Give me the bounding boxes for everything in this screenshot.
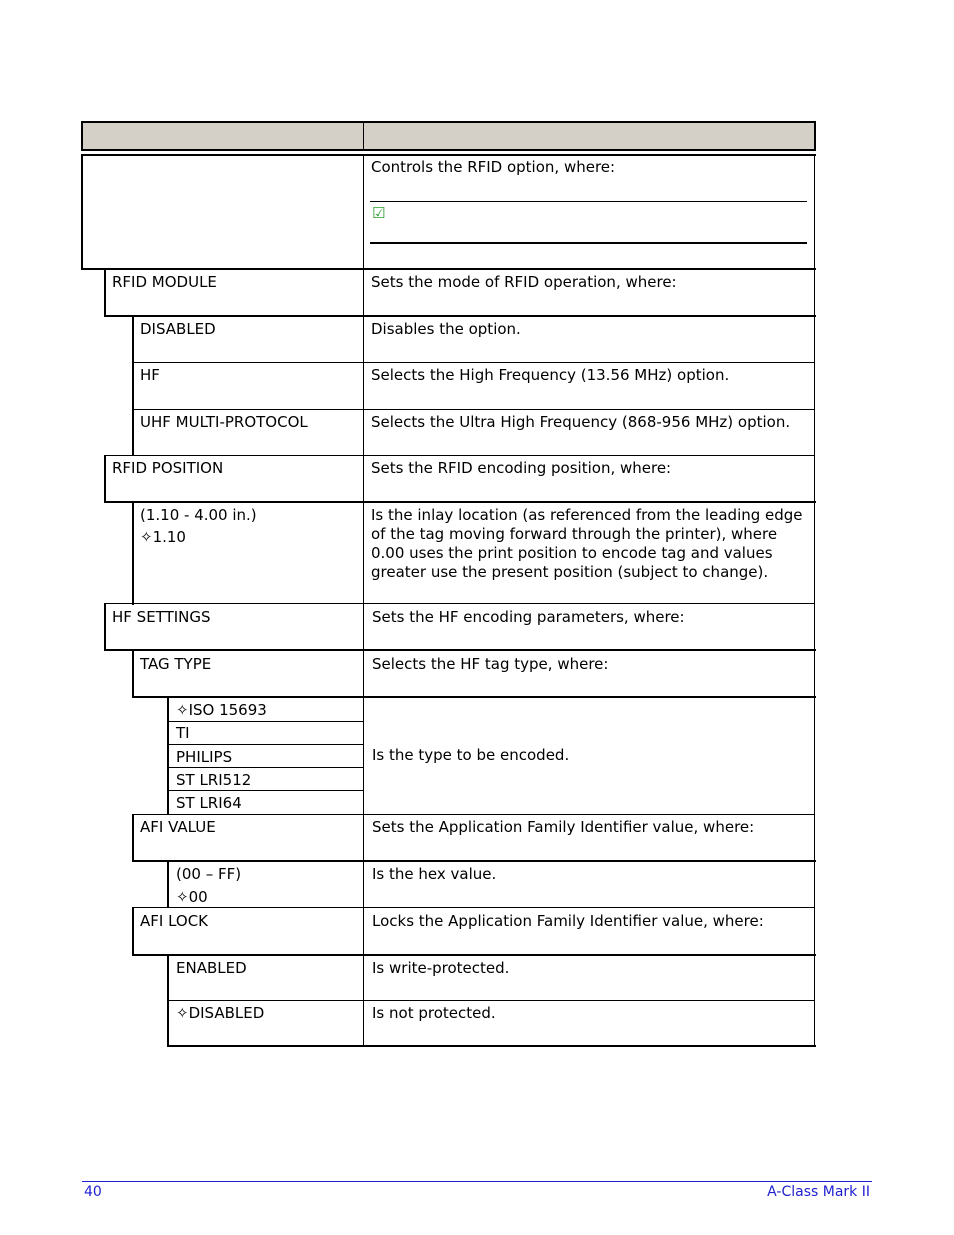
right-border	[814, 154, 815, 1047]
row-rule	[167, 1000, 815, 1001]
row-label-afi-range: (00 – FF)	[176, 865, 242, 883]
tag-option-iso15693: ✧ISO 15693	[176, 701, 267, 719]
option-rule	[167, 767, 364, 768]
row-rule	[132, 362, 815, 363]
row-label-position-default: ✧1.10	[140, 528, 186, 546]
row-desc-tag-options: Is the type to be encoded.	[372, 746, 570, 764]
manual-title: A-Class Mark II	[767, 1184, 870, 1200]
row-desc-tag-type: Selects the HF tag type, where:	[372, 655, 609, 673]
footer-rule	[82, 1181, 872, 1182]
intro-left-border	[81, 154, 83, 270]
row-label-afi-value: AFI VALUE	[140, 818, 216, 836]
intro-description: Controls the RFID option, where:	[371, 158, 616, 176]
row-rule	[104, 315, 816, 317]
tag-option-ti: TI	[176, 724, 190, 742]
tag-option-philips: PHILIPS	[176, 748, 233, 766]
row-rule	[132, 696, 816, 698]
row-desc-uhf: Selects the Ultra High Frequency (868-956 MHz) option.	[371, 413, 791, 431]
row-label-disabled: DISABLED	[140, 320, 216, 338]
row-rule	[104, 603, 815, 604]
row-desc-afi-value: Sets the Application Family Identifier value, where:	[372, 818, 755, 836]
row-label-rfid-module: RFID MODULE	[112, 273, 217, 291]
option-rule	[167, 721, 364, 722]
note-top-rule	[370, 201, 807, 202]
row-label-afi-lock: AFI LOCK	[140, 912, 209, 930]
row-label-hf-settings: HF SETTINGS	[112, 608, 211, 626]
row-rule	[104, 649, 816, 651]
option-rule	[167, 744, 364, 745]
row-desc-position-range: Is the inlay location (as referenced from the leading edge of the tag moving forward through the printer), where 0.00 uses the print position to encode tag and values greater use the present position (subject to change).	[371, 506, 803, 581]
checkmark-note-icon: ☑	[372, 204, 386, 222]
row-rule	[132, 860, 816, 862]
row-rule	[132, 814, 815, 815]
row-label-rfid-position: RFID POSITION	[112, 459, 224, 477]
row-desc-hf-settings: Sets the HF encoding parameters, where:	[372, 608, 685, 626]
row-rule	[132, 409, 815, 410]
row-desc-rfid-position: Sets the RFID encoding position, where:	[371, 459, 672, 477]
tag-option-st-lri512: ST LRI512	[176, 771, 252, 789]
table-bottom-rule	[167, 1045, 816, 1047]
option-rule	[167, 790, 364, 791]
row-label-afi-disabled: ✧DISABLED	[176, 1004, 265, 1022]
row-desc-disabled: Disables the option.	[371, 320, 521, 338]
row-label-tag-type: TAG TYPE	[140, 655, 212, 673]
row-desc-enabled: Is write-protected.	[372, 959, 510, 977]
tag-option-st-lri64: ST LRI64	[176, 794, 242, 812]
row-label-hf: HF	[140, 366, 160, 384]
row-desc-afi-disabled: Is not protected.	[372, 1004, 496, 1022]
page-number: 40	[84, 1184, 102, 1200]
row-desc-hf: Selects the High Frequency (13.56 MHz) option.	[371, 366, 730, 384]
row-desc-afi-lock: Locks the Application Family Identifier value, where:	[372, 912, 764, 930]
header-divider	[363, 123, 364, 149]
intro-bottom-rule	[81, 268, 816, 270]
row-label-position-range: (1.10 - 4.00 in.)	[140, 506, 257, 524]
row-rule	[132, 954, 816, 956]
row-label-afi-default: ✧00	[176, 888, 208, 906]
row-label-enabled: ENABLED	[176, 959, 247, 977]
row-desc-rfid-module: Sets the mode of RFID operation, where:	[371, 273, 677, 291]
note-bottom-rule	[370, 242, 807, 244]
row-label-uhf: UHF MULTI-PROTOCOL	[140, 413, 308, 431]
row-rule	[104, 501, 816, 503]
row-rule	[104, 455, 815, 456]
row-desc-afi-range: Is the hex value.	[372, 865, 497, 883]
row-rule	[132, 907, 815, 908]
table-header-row	[81, 121, 816, 151]
